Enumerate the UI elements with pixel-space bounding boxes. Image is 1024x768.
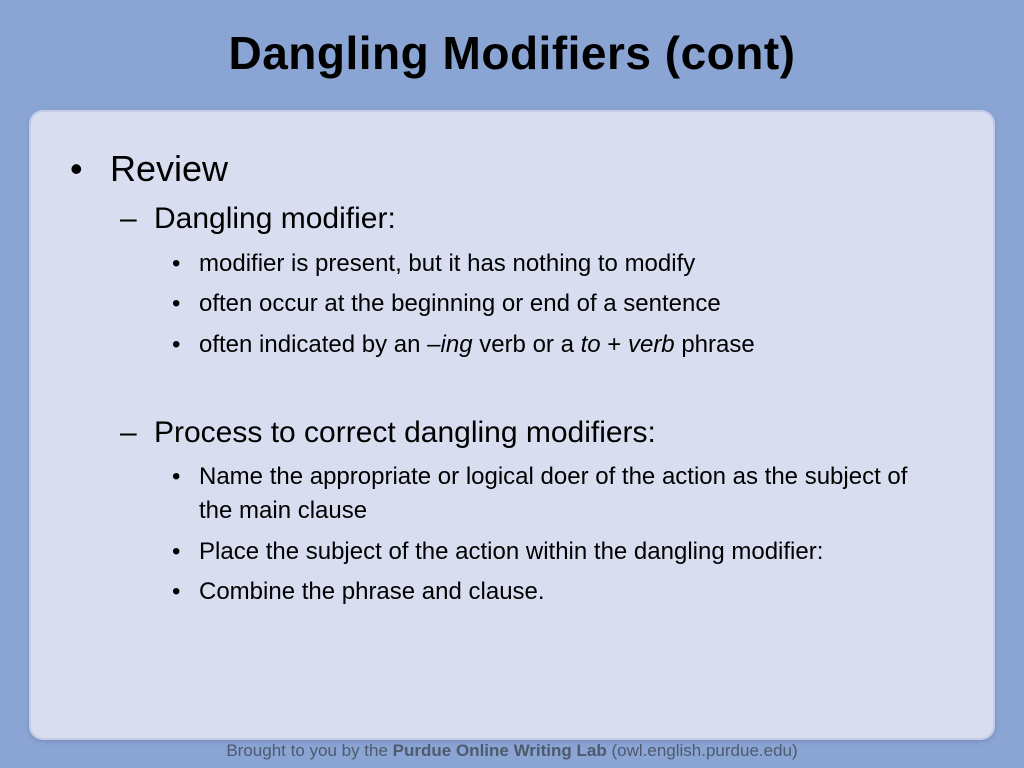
ing-text-part3: + [600,331,628,358]
dangling-heading: Dangling modifier: [154,202,396,235]
to-text-italic: to [580,331,601,358]
footer-lab-name: Purdue Online Writing Lab [392,741,607,760]
footer-url: (owl.english.purdue.edu) [606,741,798,760]
bullet-marker: • [70,148,83,189]
ing-text-part2: verb or a [472,331,581,358]
bullet-marker: • [172,331,181,358]
list-item-text: modifier is present, but it has nothing to modify [199,250,696,277]
ing-text-italic: –ing [427,331,473,358]
bullet-marker: • [172,463,181,490]
bullet-marker: • [172,538,181,565]
footer-prefix: Brought to you by the [226,741,393,760]
ing-text-part4: phrase [674,331,755,358]
list-item-text: often occur at the beginning or end of a sentence [199,290,721,317]
bullet-marker: • [172,250,181,277]
verb-text-italic: verb [627,331,675,358]
bullet-marker: • [172,290,181,317]
bullet-marker: • [172,578,181,605]
list-item [172,460,952,528]
ing-text-part1: often indicated by an [199,331,428,358]
dash-marker: – [120,416,137,449]
list-item-text: Name the appropriate or logical doer of the action as the subject of the main clause [199,463,908,524]
slide-title: Dangling Modifiers (cont) [228,27,796,79]
process-heading: Process to correct dangling modifiers: [154,416,656,449]
list-item-text: Combine the phrase and clause. [199,578,545,605]
list-item-text [199,328,755,362]
list-item-text: Place the subject of the action within the dangling modifier: [199,538,824,565]
footer-credit [0,741,1024,761]
dash-marker: – [120,202,137,235]
review-label: Review [110,148,229,189]
